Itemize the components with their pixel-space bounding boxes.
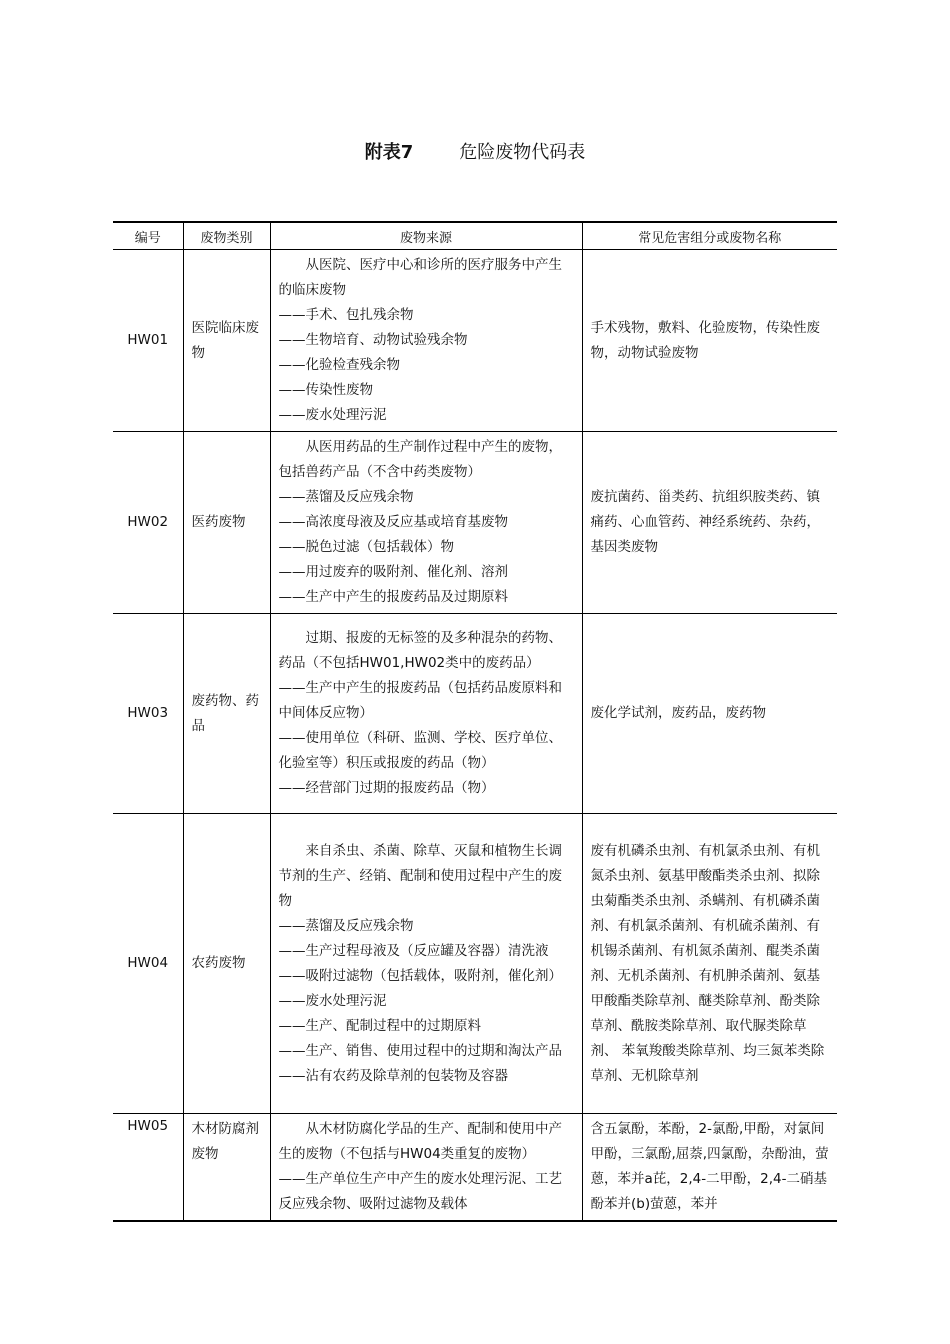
waste-category-cell: 农药废物 [183,814,270,1114]
waste-code-cell: HW01 [113,250,183,432]
waste-code-cell: HW04 [113,814,183,1114]
source-lead-text: 从医院、医疗中心和诊所的医疗服务中产生的临床废物 [278,257,562,298]
source-item: ——生产过程母液及（反应罐及容器）清洗液 [278,942,549,959]
source-lead-text: 从医用药品的生产制作过程中产生的废物，包括兽药产品（不含中药类废物） [278,439,562,480]
source-item: ——传染性废物 [278,382,373,398]
waste-category-cell: 木材防腐剂废物 [183,1114,270,1222]
hazard-components-cell: 含五氯酚，苯酚，2-氯酚,甲酚，对氯间甲酚，三氯酚,屈萘,四氯酚，杂酚油，萤蒽，苯并a芘，2,4-二甲酚，2,4-二硝基酚苯并(b)萤蒽，苯并 [582,1114,837,1222]
header-source: 废物来源 [270,222,582,250]
source-item: ——使用单位（科研、监测、学校、医疗单位、化验室等）积压或报废的药品（物） [278,730,562,771]
waste-category-cell: 医院临床废物 [183,250,270,432]
source-lead-text: 来自杀虫、杀菌、除草、灭鼠和植物生长调节剂的生产、经销、配制和使用过程中产生的废物 [278,842,562,909]
table-row [113,1114,837,1222]
header-code: 编号 [113,222,183,250]
source-item: ——废水处理污泥 [278,992,387,1009]
source-item: ——经营部门过期的报废药品（物） [278,780,495,796]
source-item: ——手术、包扎残余物 [278,307,414,323]
table-row [113,614,837,814]
waste-source-cell [270,432,582,614]
hazard-components-cell: 手术残物，敷料、化验废物，传染性废物，动物试验废物 [582,250,837,432]
source-item: ——生产单位生产中产生的废水处理污泥、工艺反应残余物、吸附过滤物及载体 [278,1171,562,1212]
source-item: ——用过废弃的吸附剂、催化剂、溶剂 [278,564,508,580]
source-item: ——沾有农药及除草剂的包装物及容器 [278,1067,508,1084]
table-body [113,250,837,1222]
waste-source-cell [270,250,582,432]
title-text: 危险废物代码表 [459,142,586,163]
waste-category-cell: 废药物、药品 [183,614,270,814]
hazard-components-cell: 废抗菌药、甾类药、抗组织胺类药、镇痛药、心血管药、神经系统药、杂药，基因类废物 [582,432,837,614]
source-item: ——废水处理污泥 [278,407,387,423]
document-title [0,138,950,164]
hazard-components-cell: 废化学试剂，废药品，废药物 [582,614,837,814]
table-header-row [113,222,837,250]
waste-code-cell: HW02 [113,432,183,614]
header-category: 废物类别 [183,222,270,250]
table-row [113,432,837,614]
waste-code-cell: HW05 [113,1114,183,1222]
source-item: ——生产中产生的报废药品（包括药品废原料和中间体反应物） [278,680,562,721]
table-row [113,814,837,1114]
waste-source-cell [270,1114,582,1222]
source-item: ——蒸馏及反应残余物 [278,489,414,505]
waste-source-cell [270,814,582,1114]
source-item: ——吸附过滤物（包括载体，吸附剂，催化剂） [278,967,562,984]
source-lead-text: 过期、报废的无标签的及多种混杂的药物、药品（不包括HW01,HW02类中的废药品） [278,630,562,671]
header-components: 常见危害组分或废物名称 [582,222,837,250]
waste-code-cell: HW03 [113,614,183,814]
source-item: ——生物培育、动物试验残余物 [278,332,468,348]
source-lead-text: 从木材防腐化学品的生产、配制和使用中产生的废物（不包括与HW04类重复的废物） [278,1121,562,1162]
waste-source-cell [270,614,582,814]
title-label: 附表7 [364,142,414,163]
source-item: ——生产、销售、使用过程中的过期和淘汰产品 [278,1042,562,1059]
source-item: ——化验检查残余物 [278,357,400,373]
hazardous-waste-table [113,221,837,1222]
source-item: ——生产、配制过程中的过期原料 [278,1017,481,1034]
source-item: ——脱色过滤（包括载体）物 [278,539,454,555]
waste-category-cell: 医药废物 [183,432,270,614]
source-item: ——生产中产生的报废药品及过期原料 [278,589,508,605]
hazard-components-cell: 废有机磷杀虫剂、有机氯杀虫剂、有机氮杀虫剂、氨基甲酸酯类杀虫剂、拟除虫菊酯类杀虫剂、杀螨剂、有机磷杀菌剂、有机氯杀菌剂、有机硫杀菌剂、有机锡杀菌剂、有机氮杀菌剂、醌类杀菌剂、无机杀菌剂、有机胂杀菌剂、氨基甲酸酯类除草剂、醚类除草剂、酚类除草剂、酰胺类除草剂、取代脲类除草剂、 苯氧羧酸类除草剂、均三氮苯类除草剂、无机除草剂 [582,814,837,1114]
source-item: ——蒸馏及反应残余物 [278,917,414,934]
table-row [113,250,837,432]
source-item: ——高浓度母液及反应基或培育基废物 [278,514,508,530]
